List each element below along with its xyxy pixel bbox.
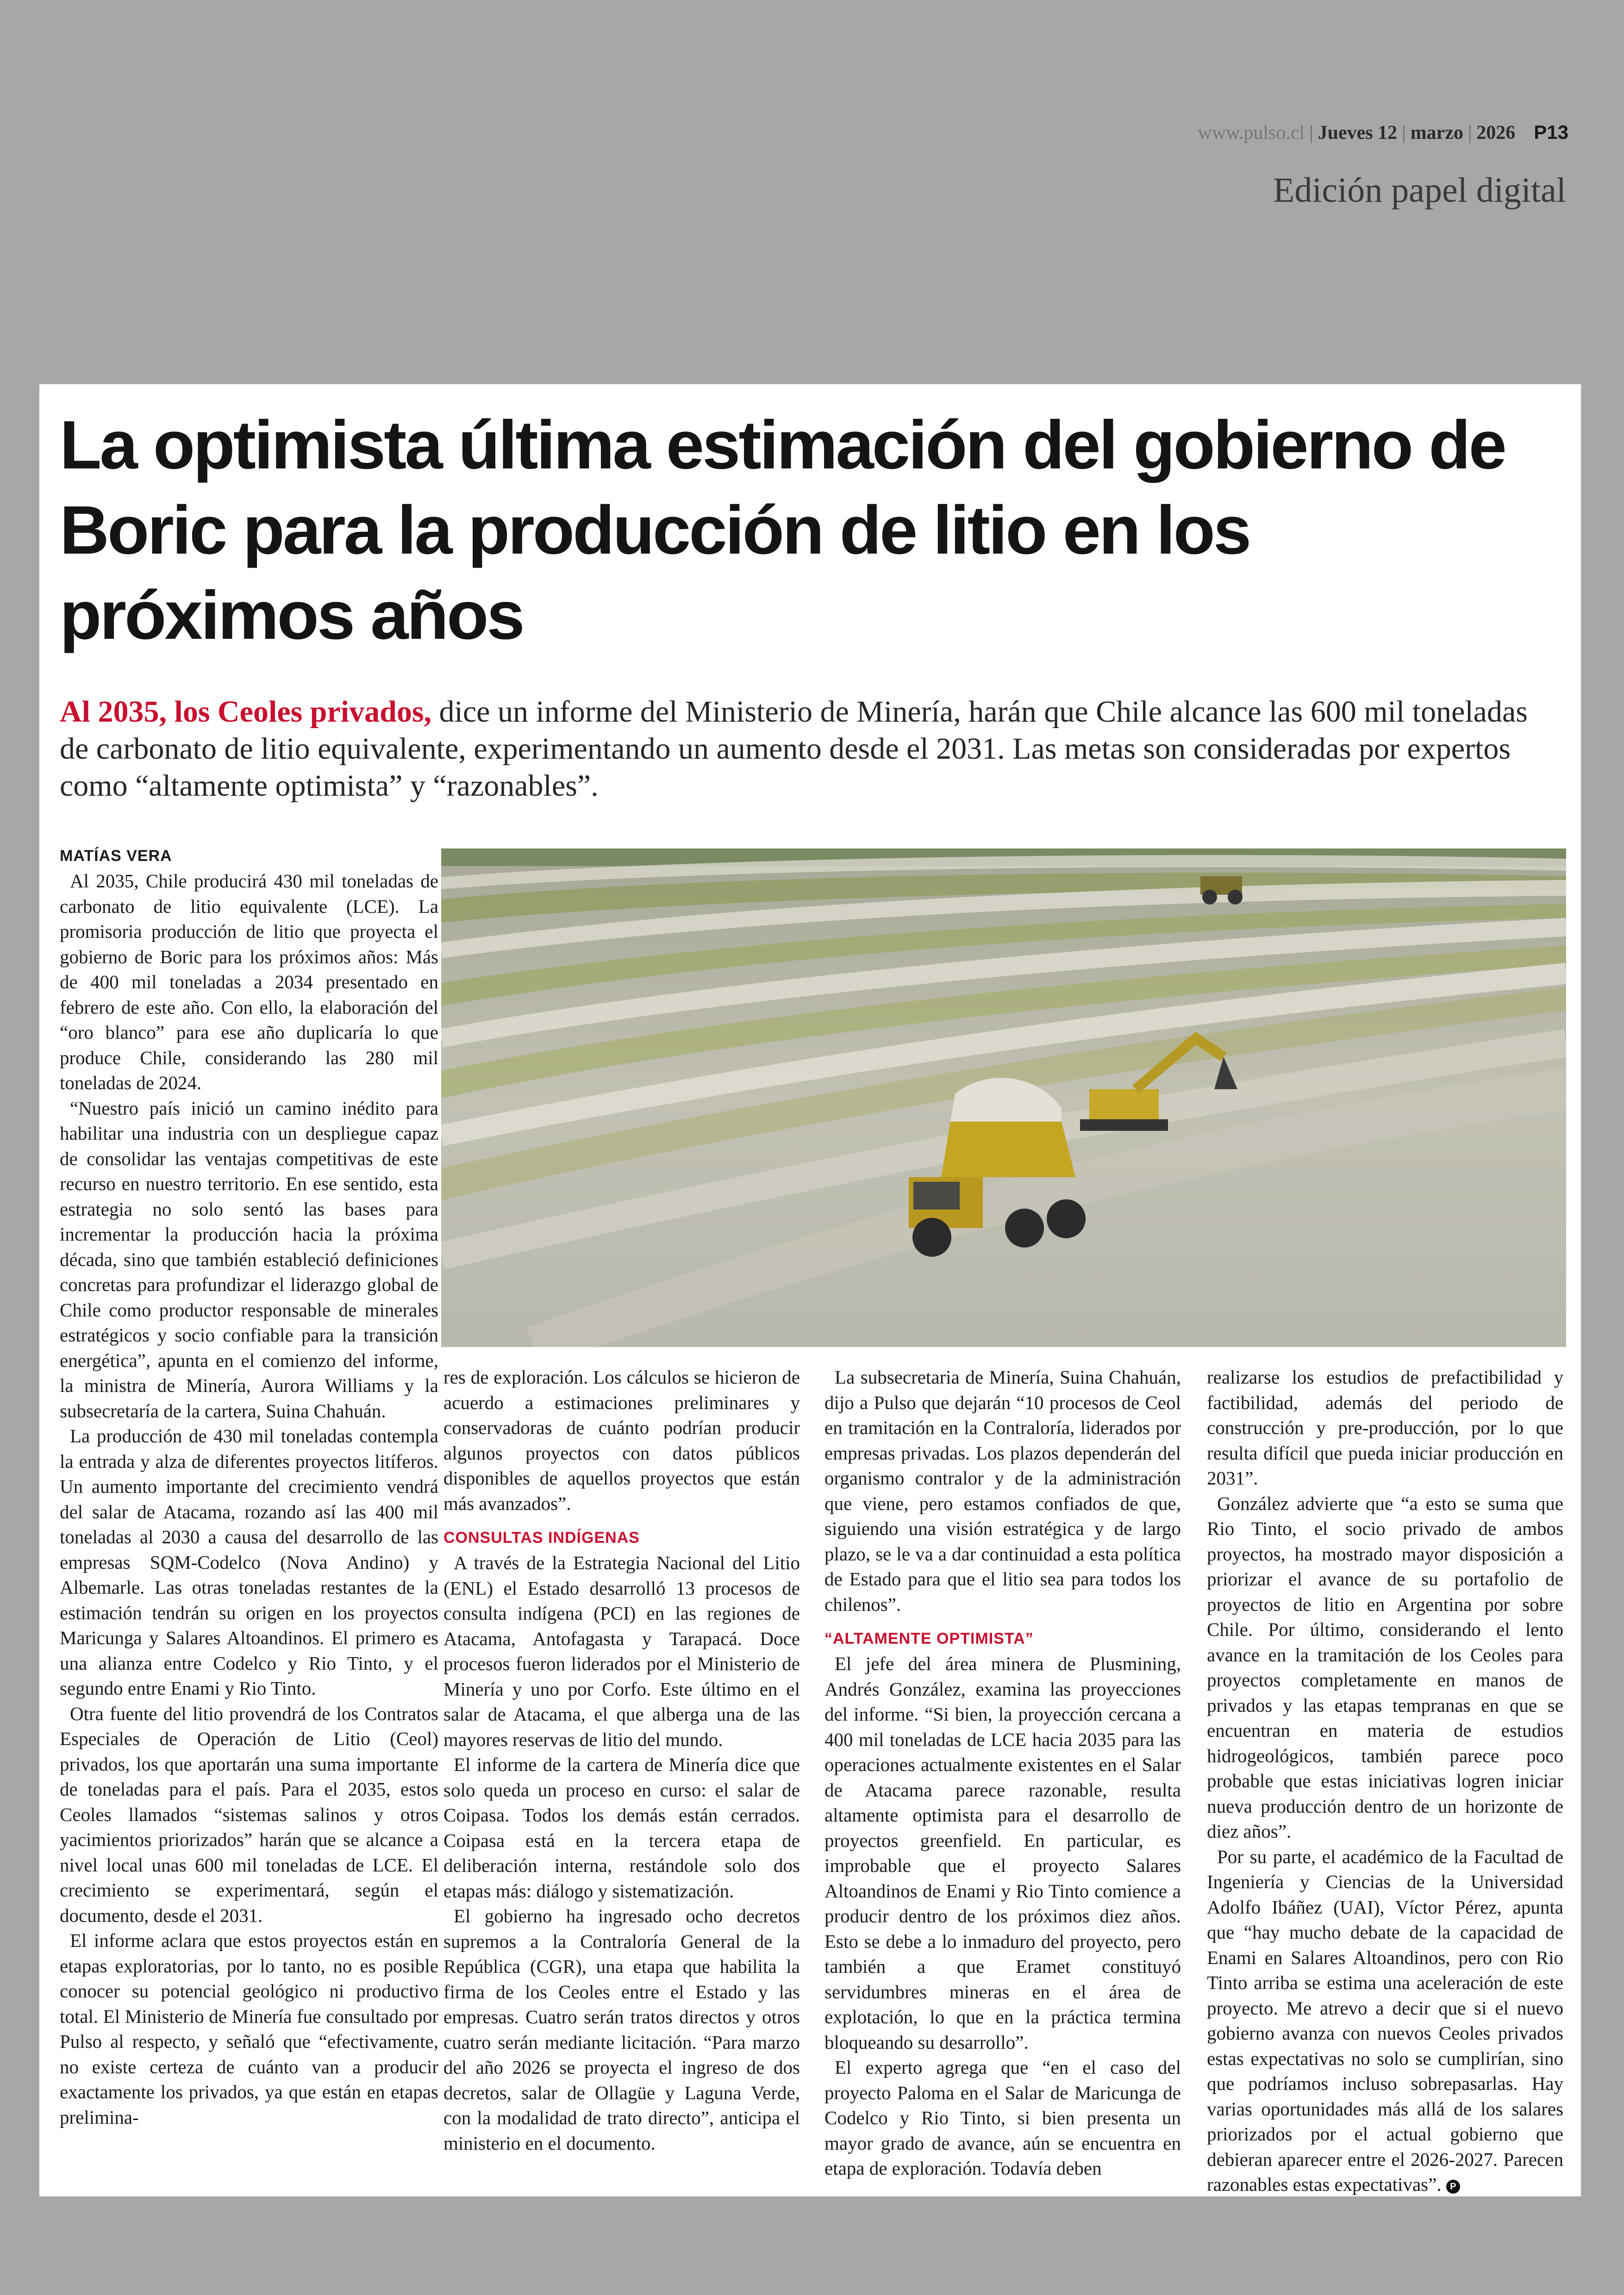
paragraph: El informe aclara que estos proyectos están en etapas exploratorias, por lo tanto, no es posible conocer su potencial geológico ni productivo total. El Ministerio de Minería fue consultado por Pulso al respecto, y señaló que “efectivamente, no existe certeza de cuánto van a producir exactamente los privados, ya que están en etapas prelimina- [60, 1930, 438, 2128]
paragraph: res de exploración. Los cálculos se hicieron de acuerdo a estimaciones preliminares y conservadoras de cuánto podrían producir algunos proyectos con datos públicos disponibles de aquellos proyectos que están más avanzados”. [443, 1366, 800, 1514]
edition-label: Edición papel digital [1273, 171, 1566, 210]
article-column-3 [824, 1365, 1181, 2181]
article-headline: La optimista última estimación del gobierno de Boric para la producción de litio en los próximos años [60, 407, 1505, 654]
article-column-4 [1207, 1365, 1563, 2196]
article-page [39, 384, 1581, 2196]
page-header-meta: www.pulso.cl | Jueves 12 | marzo | 2026 P13 [1198, 121, 1568, 143]
paragraph: “Nuestro país inició un camino inédito para habilitar una industria con un despliegue capaz de consolidar las ventajas competitivas de este recurso en nuestro territorio. En ese sentido, esta estrategia no solo sentó las bases para incrementar la producción hacia la próxima década, sino que también estableció definiciones concretas para profundizar el liderazgo global de Chile como productor responsable de minerales estratégicos y socio confiable para la transición energética”, apunta en el comienzo del informe, la ministra de Minería, Aurora Williams y la subsecretaría de la cartera, Suina Chahuán. [60, 1097, 438, 1422]
subheading-optimista: “ALTAMENTE OPTIMISTA” [824, 1630, 1034, 1647]
paragraph: Otra fuente del litio provendrá de los Contratos Especiales de Operación de Litio (Ceol) privados, los que aportarán una suma importante de toneladas para el país. Para el 2035, estos Ceoles llamados “sistemas salinos y otros yacimientos priorizados” harán que se alcance a nivel local unas 600 mil toneladas de LCE. El crecimiento se experimentará, según el documento, desde el 2031. [60, 1703, 438, 1926]
subheading-consultas: CONSULTAS INDÍGENAS [443, 1529, 640, 1547]
paragraph: La producción de 430 mil toneladas contempla la entrada y alza de diferentes proyectos litíferos. Un aumento importante del crecimiento vendrá del salar de Atacama, rozando así las 400 mil toneladas al 2030 a causa del desarrollo de las empresas SQM-Codelco (Nova Andino) y Albemarle. Las otras toneladas restantes de la estimación tendrán su origen en los proyectos Maricunga y Salares Altoandinos. El primero es una alianza entre Codelco y Rio Tinto, y el segundo entre Enami y Rio Tinto. [60, 1425, 438, 1699]
byline: MATÍAS VERA [60, 847, 172, 865]
deck-lead: Al 2035, los Ceoles privados, [60, 695, 432, 729]
paragraph: A través de la Estrategia Nacional del Litio (ENL) el Estado desarrolló 13 procesos de consulta indígena (PCI) en las regiones de Atacama, Antofagasta y Tarapacá. Doce procesos fueron liderados por el Ministerio de Minería y uno por Corfo. Este último en el salar de Atacama, el que alberga una de las mayores reservas de litio del mundo. [443, 1552, 800, 1750]
page-number: P13 [1534, 121, 1568, 143]
excavator-truck-photo [441, 848, 1566, 1347]
deck-text: dice un informe del Ministerio de Minería, harán que Chile alcance las 600 mil toneladas de carbonato de litio equivalente, experimentando un aumento desde el 2031. Las metas son consideradas por expertos como “altamente optimista” y “razonables”. [60, 695, 1528, 803]
paragraph: El experto agrega que “en el caso del proyecto Paloma en el Salar de Maricunga de Codelco y Rio Tinto, si bien presenta un mayor grado de avance, aún se encuentra en etapa de exploración. Todavía deben [824, 2057, 1181, 2179]
paragraph: El informe de la cartera de Minería dice que solo queda un proceso en curso: el salar de Coipasa. Todos los demás están cerrados. Coipasa está en la tercera etapa de deliberación interna, restándole solo dos etapas más: diálogo y sistematización. [443, 1754, 800, 1902]
site-url[interactable]: www.pulso.cl [1198, 122, 1305, 143]
date-year: 2026 [1476, 122, 1516, 143]
date-month: marzo [1410, 122, 1463, 143]
paragraph: González advierte que “a esto se suma que Rio Tinto, el socio privado de ambos proyectos, ha mostrado mayor disposición a priorizar el avance de su portafolio de proyectos de litio en Argentina por sobre Chile. Por último, considerando el lento avance en la tramitación de los Ceoles para proyectos completamente en manos de privados y las etapas tempranas en que se encuentran en materia de estudios hidrogeológicos, también parece poco probable que estas iniciativas logren iniciar nueva producción dentro de un horizonte de diez años”. [1207, 1492, 1563, 1842]
paragraph: La subsecretaria de Minería, Suina Chahuán, dijo a Pulso que dejarán “10 procesos de Ceol en tramitación en la Contraloría, liderados por empresas privadas. Los plazos dependerán del organismo contralor y de la administración que viene, pero estamos confiados de que, siguiendo una visión estratégica y de largo plazo, se le va a dar continuidad a esta política de Estado para que el litio sea para todos los chilenos”. [824, 1366, 1181, 1615]
paragraph: El gobierno ha ingresado ocho decretos supremos a la Contraloría General de la República (CGR), una etapa que habilita la firma de los Ceoles entre el Estado y las empresas. Cuatro serán tratos directos y otros cuatro serán mediante licitación. “Para marzo del año 2026 se proyecta el ingreso de dos decretos, salar de Ollagüe y Laguna Verde, con la modalidad de trato directo”, anticipa el ministerio en el documento. [443, 1905, 800, 2154]
end-mark-icon: P [1446, 2180, 1460, 2194]
date-day: Jueves 12 [1318, 122, 1398, 143]
paragraph: Al 2035, Chile producirá 430 mil toneladas de carbonato de litio equivalente (LCE). La promisoria producción de litio que proyecta el gobierno de Boric para los próximos años: Más de 400 mil toneladas a 2034 presentado en febrero de este año. Con ello, la elaboración del “oro blanco” para ese año duplicaría lo que produce Chile, considerando las 280 mil toneladas de 2024. [60, 870, 438, 1093]
paragraph: realizarse los estudios de prefactibilidad y factibilidad, además del periodo de construcción y pre-producción, por lo que resulta difícil que pueda iniciar producción en 2031”. [1207, 1366, 1563, 1489]
article-column-1 [60, 843, 438, 2130]
article-column-2 [443, 1365, 800, 2156]
paragraph: El jefe del área minera de Plusmining, Andrés González, examina las proyecciones del informe. “Si bien, la proyección cercana a 400 mil toneladas de LCE hacia 2035 para las operaciones actualmente existentes en el Salar de Atacama parece razonable, resulta altamente optimista para el desarrollo de proyectos greenfield. En particular, es improbable que el proyecto Salares Altoandinos de Enami y Rio Tinto comience a producir dentro de los próximos diez años. Esto se debe a lo inmaduro del proyecto, pero también a que Eramet constituyó servidumbres mineras en el área de explotación, lo que en la práctica termina bloqueando su desarrollo”. [824, 1653, 1181, 2053]
paragraph-text: Por su parte, el académico de la Facultad de Ingeniería y Ciencias de la Universidad Adolfo Ibáñez (UAI), Víctor Pérez, apunta que “hay mucho debate de la capacidad de Enami en Salares Altoandinos, pero con Rio Tinto arriba se estima una aceleración de este proyecto. Me atrevo a decir que si el nuevo gobierno avanza con nuevos Ceoles privados estas expectativas no solo se cumplirían, sino que podríamos incluso sobrepasarlas. Hay varias oportunidades más allá de los salares priorizados por el actual gobierno que debieran aparecer entre el 2026-2027. Parecen razonables estas expectativas”. [1207, 1846, 1563, 2195]
article-deck [60, 693, 1555, 804]
paragraph [1207, 1844, 1563, 2197]
